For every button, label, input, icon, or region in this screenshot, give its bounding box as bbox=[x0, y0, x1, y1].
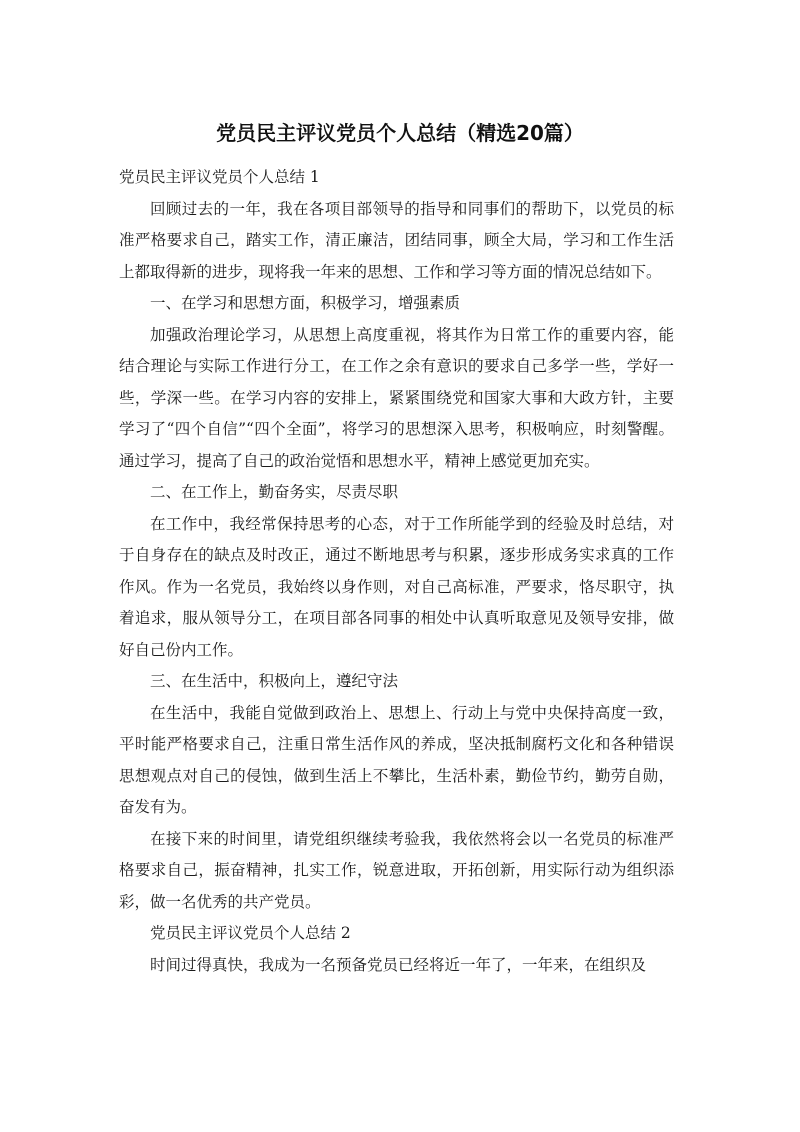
paragraph: 三、在生活中，积极向上，遵纪守法 bbox=[150, 672, 399, 690]
paragraph: 一、在学习和思想方面，积极学习，增强素质 bbox=[150, 294, 461, 312]
paragraph: 回顾过去的一年，我在各项目部领导的指导和同事们的帮助下，以党员的标准严格要求自己，踏实工作，清正廉洁，团结同事，顾全大局，学习和工作生活上都取得新的进步，现将我一年来的思想、工作和学习等方面的情况总结如下。 bbox=[119, 199, 674, 281]
paragraph: 党员民主评议党员个人总结 2 bbox=[150, 924, 351, 942]
paragraph: 在接下来的时间里，请党组织继续考验我，我依然将会以一名党员的标准严格要求自己，振奋精神，扎实工作，锐意进取，开拓创新，用实际行动为组织添彩，做一名优秀的共产党员。 bbox=[119, 829, 674, 911]
paragraph: 在工作中，我经常保持思考的心态，对于工作所能学到的经验及时总结，对于自身存在的缺点及时改正，通过不断地思考与积累，逐步形成务实求真的工作作风。作为一名党员，我始终以身作则，对自己高标准，严要求，恪尽职守，执着追求，服从领导分工，在项目部各同事的相处中认真听取意见及领导安排，做好自己份内工作。 bbox=[119, 514, 674, 659]
paragraph: 在生活中，我能自觉做到政治上、思想上、行动上与党中央保持高度一致，平时能严格要求自己，注重日常生活作风的养成，坚决抵制腐朽文化和各种错误思想观点对自己的侵蚀，做到生活上不攀比，生活朴素，勤俭节约，勤劳自勋，奋发有为。 bbox=[119, 703, 674, 816]
paragraph: 党员民主评议党员个人总结 1 bbox=[119, 168, 320, 186]
document-body bbox=[119, 162, 674, 981]
document-title: 党员民主评议党员个人总结（精选20篇） bbox=[216, 121, 584, 145]
paragraph: 二、在工作上，勤奋务实，尽责尽职 bbox=[150, 483, 399, 501]
paragraph: 时间过得真快，我成为一名预备党员已经将近一年了，一年来，在组织及 bbox=[150, 955, 647, 974]
paragraph: 加强政治理论学习，从思想上高度重视，将其作为日常工作的重要内容，能结合理论与实际工作进行分工，在工作之余有意识的要求自己多学一些，学好一些，学深一些。在学习内容的安排上，紧紧围绕党和国家大事和大政方针，主要学习了“四个自信”“四个全面”，将学习的思想深入思考，积极响应，时刻警醒。通过学习，提高了自己的政治觉悟和思想水平，精神上感觉更加充实。 bbox=[119, 325, 674, 470]
